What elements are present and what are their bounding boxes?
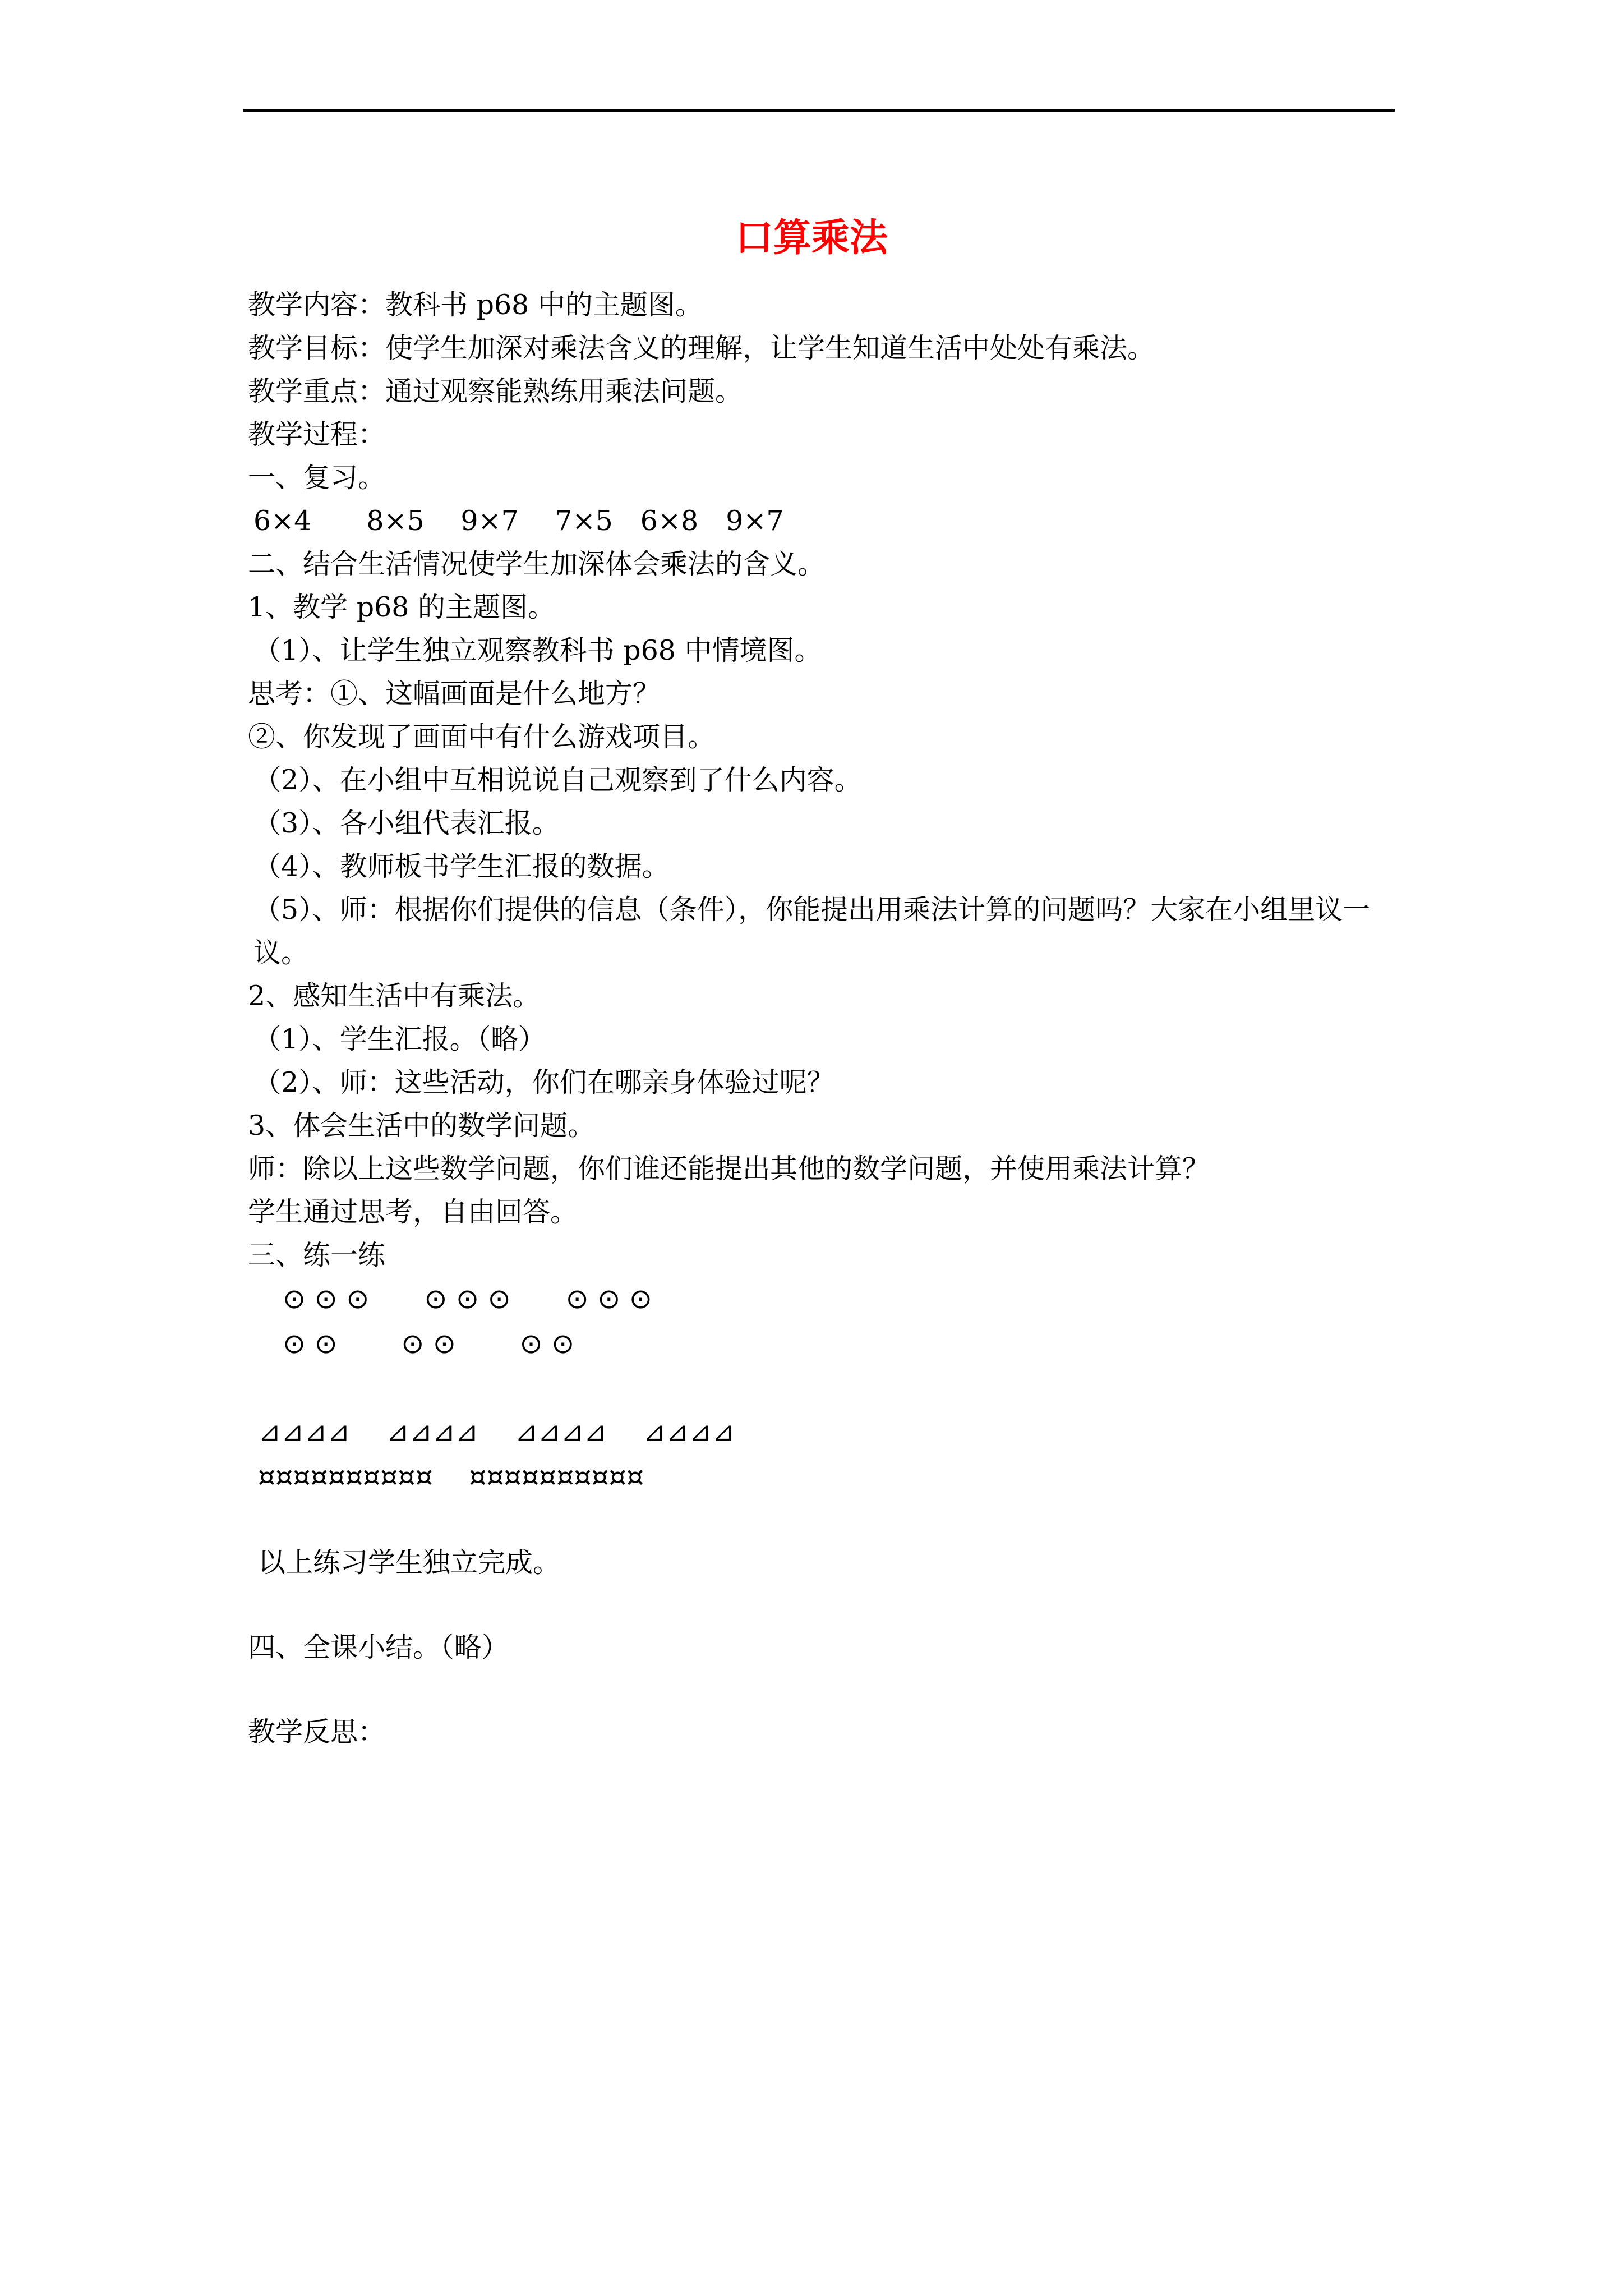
step-2-sub-2: （2）、师：这些活动，你们在哪亲身体验过呢？ <box>253 1066 834 1098</box>
document-body <box>248 283 1398 1754</box>
step-3-students: 学生通过思考，自由回答。 <box>248 1196 578 1228</box>
step-3: 3、体会生活中的数学问题。 <box>248 1110 596 1142</box>
spacer <box>248 1584 1398 1626</box>
triangles-row: ⊿⊿⊿⊿ ⊿⊿⊿⊿ ⊿⊿⊿⊿ ⊿⊿⊿⊿ <box>258 1416 735 1448</box>
step-3-teacher: 师：除以上这些数学问题，你们谁还能提出其他的数学问题，并使用乘法计算？ <box>248 1153 1210 1185</box>
document-title: 口算乘法 <box>735 215 888 260</box>
section-life-multiplication: 二、结合生活情况使学生加深体会乘法的含义。 <box>248 548 826 580</box>
step-1-sub-5: （5）、师：根据你们提供的信息（条件），你能提出用乘法计算的问题吗？大家在小组里议一议。 <box>253 894 1371 969</box>
spacer <box>248 1499 1398 1541</box>
teaching-content: 教学内容：教科书 p68 中的主题图。 <box>248 289 703 321</box>
step-1-sub-3: （3）、各小组代表汇报。 <box>253 807 560 839</box>
think-question-1: 思考：①、这幅画面是什么地方？ <box>248 678 661 710</box>
dots-row-2: ⊙ ⊙ ⊙ ⊙ ⊙ ⊙ <box>283 1328 575 1360</box>
teaching-reflection: 教学反思： <box>248 1716 386 1748</box>
step-1-sub-4: （4）、教师板书学生汇报的数据。 <box>253 850 670 882</box>
dots-row-1: ⊙ ⊙ ⊙ ⊙ ⊙ ⊙ ⊙ ⊙ ⊙ <box>283 1283 652 1315</box>
section-review: 一、复习。 <box>248 462 386 494</box>
teaching-focus: 教学重点：通过观察能熟练用乘法问题。 <box>248 375 743 407</box>
teaching-process-heading: 教学过程： <box>248 418 386 450</box>
section-summary: 四、全课小结。（略） <box>248 1631 509 1663</box>
step-1-sub-2: （2）、在小组中互相说说自己观察到了什么内容。 <box>253 764 862 796</box>
step-1-sub-1: （1）、让学生独立观察教科书 p68 中情境图。 <box>253 634 822 666</box>
step-2-sub-1: （1）、学生汇报。（略） <box>253 1023 546 1055</box>
spacer <box>248 1669 1398 1710</box>
section-practice: 三、练一练 <box>248 1239 386 1271</box>
practice-note: 以上练习学生独立完成。 <box>258 1547 561 1579</box>
review-problems: 6×4 8×5 9×7 7×5 6×8 9×7 <box>253 505 784 537</box>
think-question-2: ②、你发现了画面中有什么游戏项目。 <box>248 721 716 753</box>
teaching-goal: 教学目标：使学生加深对乘法含义的理解，让学生知道生活中处处有乘法。 <box>248 332 1155 364</box>
step-1: 1、教学 p68 的主题图。 <box>248 591 556 623</box>
header-rule <box>243 109 1395 112</box>
spacer <box>248 1366 1398 1410</box>
step-2: 2、感知生活中有乘法。 <box>248 980 541 1012</box>
currency-symbols-row: ¤¤¤¤¤¤¤¤¤¤ ¤¤¤¤¤¤¤¤¤¤ <box>258 1461 644 1493</box>
